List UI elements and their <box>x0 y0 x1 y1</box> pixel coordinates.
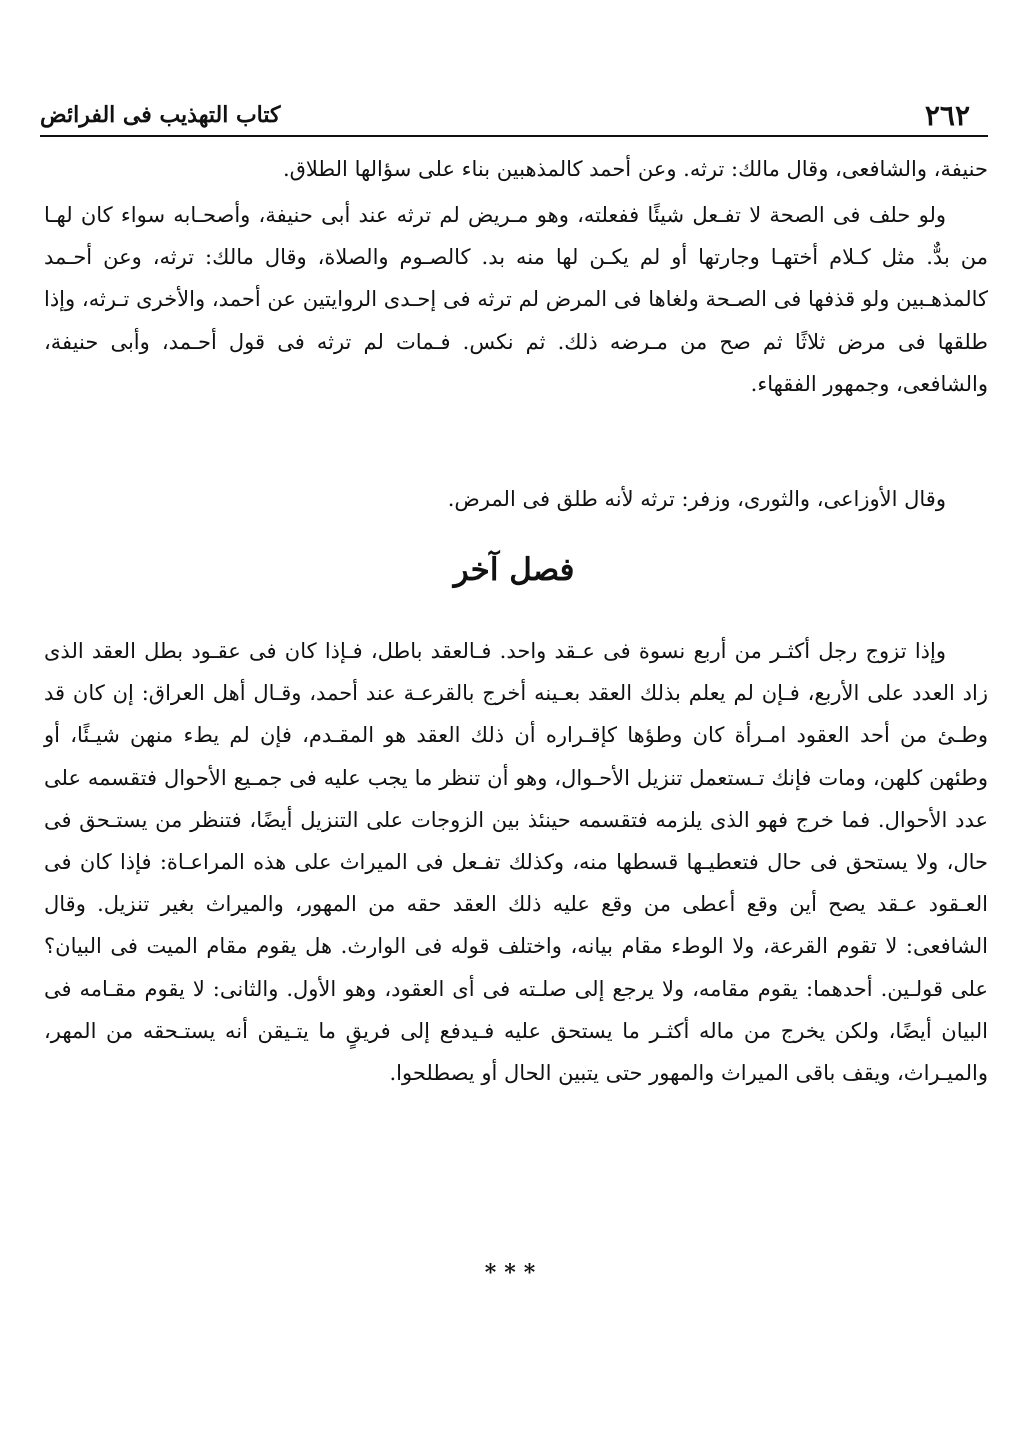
paragraph-4: وإذا تزوج رجل أكثـر من أربع نسوة فى عـقد واحد. فـالعقد باطل، فـإذا كان فى عقـود بطل العقد الذى زاد العدد على الأربع، فـإن لم يعلم بذلك العقد بعـينه أخرج بالقرعـة عند أحمد، وقـال أهل العراق: إن كان قد وطـئ من أحد العقود امـرأة كان وطؤها كإقـراره أن ذلك العقد هو المقـدم، فإن لم يطء منهن شيـئًا، أو وطئهن كلهن، ومات فإنك تـستعمل تنزيل الأحـوال، وهو أن تنظر ما يجب عليه فى جمـيع الأحوال فتقسمه على عدد الأحوال. فما خرج فهو الذى يلزمه فتقسمه حينئذ بين الزوجات على التنزيل أيضًا، فتنظر من يستـحق فى حال، ولا يستحق فى حال فتعطيـها قسطها منه، وكذلك تفـعل فى الميراث على هذه المراعـاة: فإذا كان فى العـقود عـقد يصح أين وقع أعطى من وقع عليه ذلك العقد حقه من المهور، والميراث بغير تنزيل. وقال الشافعى: لا تقوم القرعة، ولا الوطء مقام بيانه، واختلف قوله فى الوارث. هل يقوم مقام الميت فى البيان؟ على قولـين. أحدهما: يقوم مقامه، ولا يرجع إلى صلـته فى أى العقود، وهو الأول. والثانى: لا يقوم مقـامه فى البيان أيضًا، ولكن يخرج من ماله أكثـر ما يستحق عليه فـيدفع إلى فريقٍ ما يتـيقن أنه يستـحقه من المهر، والميـراث، ويقف باقى الميراث والمهور حتى يتبين الحال أو يصطلحوا. <box>44 639 989 1086</box>
section-heading: فصل آخر <box>453 552 575 588</box>
page-number: ٢٦٢ <box>924 99 970 132</box>
header-divider <box>40 135 988 137</box>
book-title: كتاب التهذيب فى الفرائض <box>40 102 281 128</box>
paragraph-continuation <box>44 148 988 190</box>
paragraph-block <box>44 478 988 520</box>
paragraph-3: وقال الأوزاعى، والثورى، وزفر: ترثه لأنه طلق فى المرض. <box>447 487 946 511</box>
paragraph-block <box>44 630 988 1094</box>
paragraph-block <box>44 194 988 405</box>
paragraph-1: حنيفة، والشافعى، وقال مالك: ترثه. وعن أحمد كالمذهبين بناء على سؤالها الطلاق. <box>282 157 988 181</box>
end-mark: *** <box>484 1260 544 1286</box>
running-header <box>40 86 988 134</box>
paragraph-2: ولو حلف فى الصحة لا تفـعل شيئًا ففعلته، وهو مـريض لم ترثه عند أبى حنيفة، وأصحـابه سواء كان لهـا من بدٌّ. مثل كـلام أختهـا وجارتها أو لم يكـن لها منه بد. كالصـوم والصلاة، وقال مالك: ترثه، وعن أحـمد كالمذهـبين ولو قذفها فى الصـحة ولغاها فى المرض لم ترثه فى إحـدى الروايتين عن أحمد، والأخرى تـرثه، وإذا طلقها فى مرض ثلاثًا ثم صح من مـرضه ذلك. ثم نكس. فـمات لم ترثه فى قول أحـمد، وأبى حنيفة، والشافعى، وجمهور الفقهاء. <box>44 203 988 396</box>
